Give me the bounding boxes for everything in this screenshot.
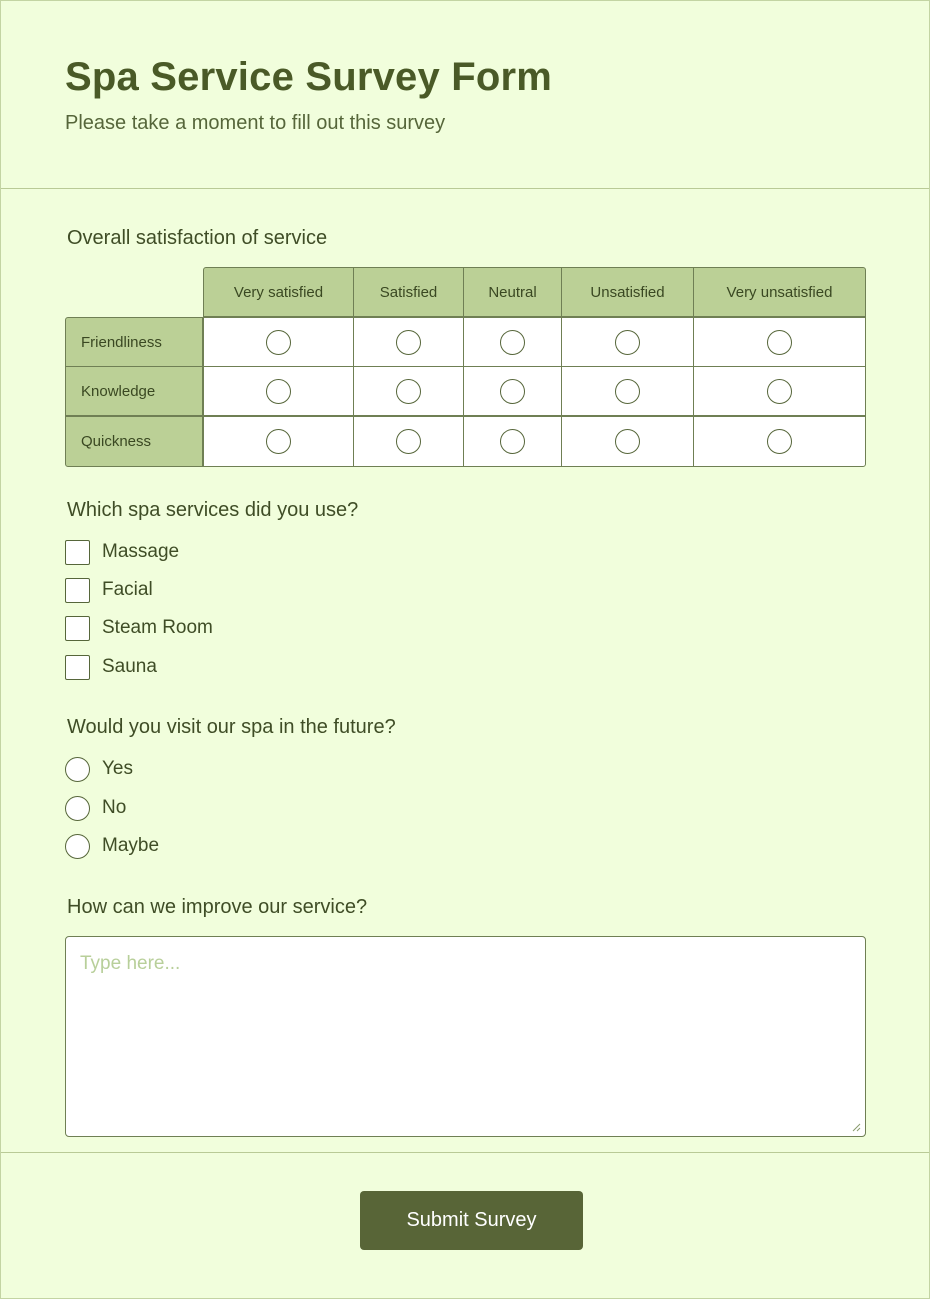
- facial-checkbox[interactable]: [65, 578, 90, 603]
- matrix-cell: [203, 366, 354, 416]
- matrix-cell: [463, 366, 562, 416]
- option-label: Sauna: [102, 656, 157, 677]
- steam-room-checkbox[interactable]: [65, 616, 90, 641]
- form-header: [1, 1, 929, 189]
- matrix-col-unsatisfied: Unsatisfied: [561, 267, 694, 317]
- matrix-cell: [561, 416, 694, 467]
- matrix-cell: [561, 366, 694, 416]
- service-option-facial[interactable]: [65, 577, 153, 603]
- visit-option-no[interactable]: [65, 795, 126, 821]
- friendliness-neutral-radio[interactable]: [500, 330, 525, 355]
- visit-option-yes[interactable]: [65, 756, 133, 782]
- friendliness-satisfied-radio[interactable]: [396, 330, 421, 355]
- knowledge-unsatisfied-radio[interactable]: [615, 379, 640, 404]
- knowledge-very-satisfied-radio[interactable]: [266, 379, 291, 404]
- matrix-cell: [693, 416, 866, 467]
- matrix-row-friendliness: Friendliness: [65, 317, 203, 367]
- matrix-col-satisfied: Satisfied: [353, 267, 464, 317]
- quickness-very-satisfied-radio[interactable]: [266, 429, 291, 454]
- option-label: Yes: [102, 758, 133, 779]
- matrix-col-very-satisfied: Very satisfied: [203, 267, 354, 317]
- service-option-massage[interactable]: [65, 539, 179, 565]
- service-option-steam-room[interactable]: [65, 615, 213, 641]
- matrix-cell: [693, 317, 866, 367]
- massage-checkbox[interactable]: [65, 540, 90, 565]
- yes-radio[interactable]: [65, 757, 90, 782]
- quickness-unsatisfied-radio[interactable]: [615, 429, 640, 454]
- form-subtitle: Please take a moment to fill out this survey: [65, 112, 446, 134]
- form-title: Spa Service Survey Form: [65, 55, 553, 99]
- quickness-satisfied-radio[interactable]: [396, 429, 421, 454]
- quickness-very-unsatisfied-radio[interactable]: [767, 429, 792, 454]
- knowledge-very-unsatisfied-radio[interactable]: [767, 379, 792, 404]
- improve-question: How can we improve our service?: [67, 896, 368, 918]
- matrix-cell: [463, 317, 562, 367]
- option-label: Maybe: [102, 835, 160, 856]
- satisfaction-matrix: [65, 267, 866, 467]
- option-label: Massage: [102, 541, 180, 562]
- service-option-sauna[interactable]: [65, 654, 157, 680]
- matrix-col-very-unsatisfied: Very unsatisfied: [693, 267, 866, 317]
- knowledge-satisfied-radio[interactable]: [396, 379, 421, 404]
- improve-textarea[interactable]: [65, 936, 866, 1137]
- matrix-cell: [693, 366, 866, 416]
- matrix-cell: [203, 416, 354, 467]
- matrix-cell: [561, 317, 694, 367]
- form-footer: [1, 1152, 929, 1298]
- visit-question: Would you visit our spa in the future?: [67, 716, 396, 738]
- sauna-checkbox[interactable]: [65, 655, 90, 680]
- knowledge-neutral-radio[interactable]: [500, 379, 525, 404]
- maybe-radio[interactable]: [65, 834, 90, 859]
- services-question: Which spa services did you use?: [67, 499, 359, 521]
- friendliness-very-unsatisfied-radio[interactable]: [767, 330, 792, 355]
- option-label: Steam Room: [102, 617, 213, 638]
- matrix-cell: [353, 317, 464, 367]
- option-label: No: [102, 797, 127, 818]
- satisfaction-question: Overall satisfaction of service: [67, 227, 328, 249]
- matrix-row-quickness: Quickness: [65, 416, 203, 467]
- matrix-cell: [353, 416, 464, 467]
- matrix-cell: [203, 317, 354, 367]
- friendliness-unsatisfied-radio[interactable]: [615, 330, 640, 355]
- friendliness-very-satisfied-radio[interactable]: [266, 330, 291, 355]
- matrix-col-neutral: Neutral: [463, 267, 562, 317]
- matrix-row-knowledge: Knowledge: [65, 366, 203, 416]
- no-radio[interactable]: [65, 796, 90, 821]
- visit-option-maybe[interactable]: [65, 833, 159, 859]
- resize-grip-icon[interactable]: [851, 1122, 861, 1132]
- matrix-cell: [463, 416, 562, 467]
- option-label: Facial: [102, 579, 153, 600]
- matrix-cell: [353, 366, 464, 416]
- textarea-placeholder: Type here...: [80, 953, 181, 974]
- quickness-neutral-radio[interactable]: [500, 429, 525, 454]
- submit-survey-button[interactable]: Submit Survey: [360, 1191, 583, 1250]
